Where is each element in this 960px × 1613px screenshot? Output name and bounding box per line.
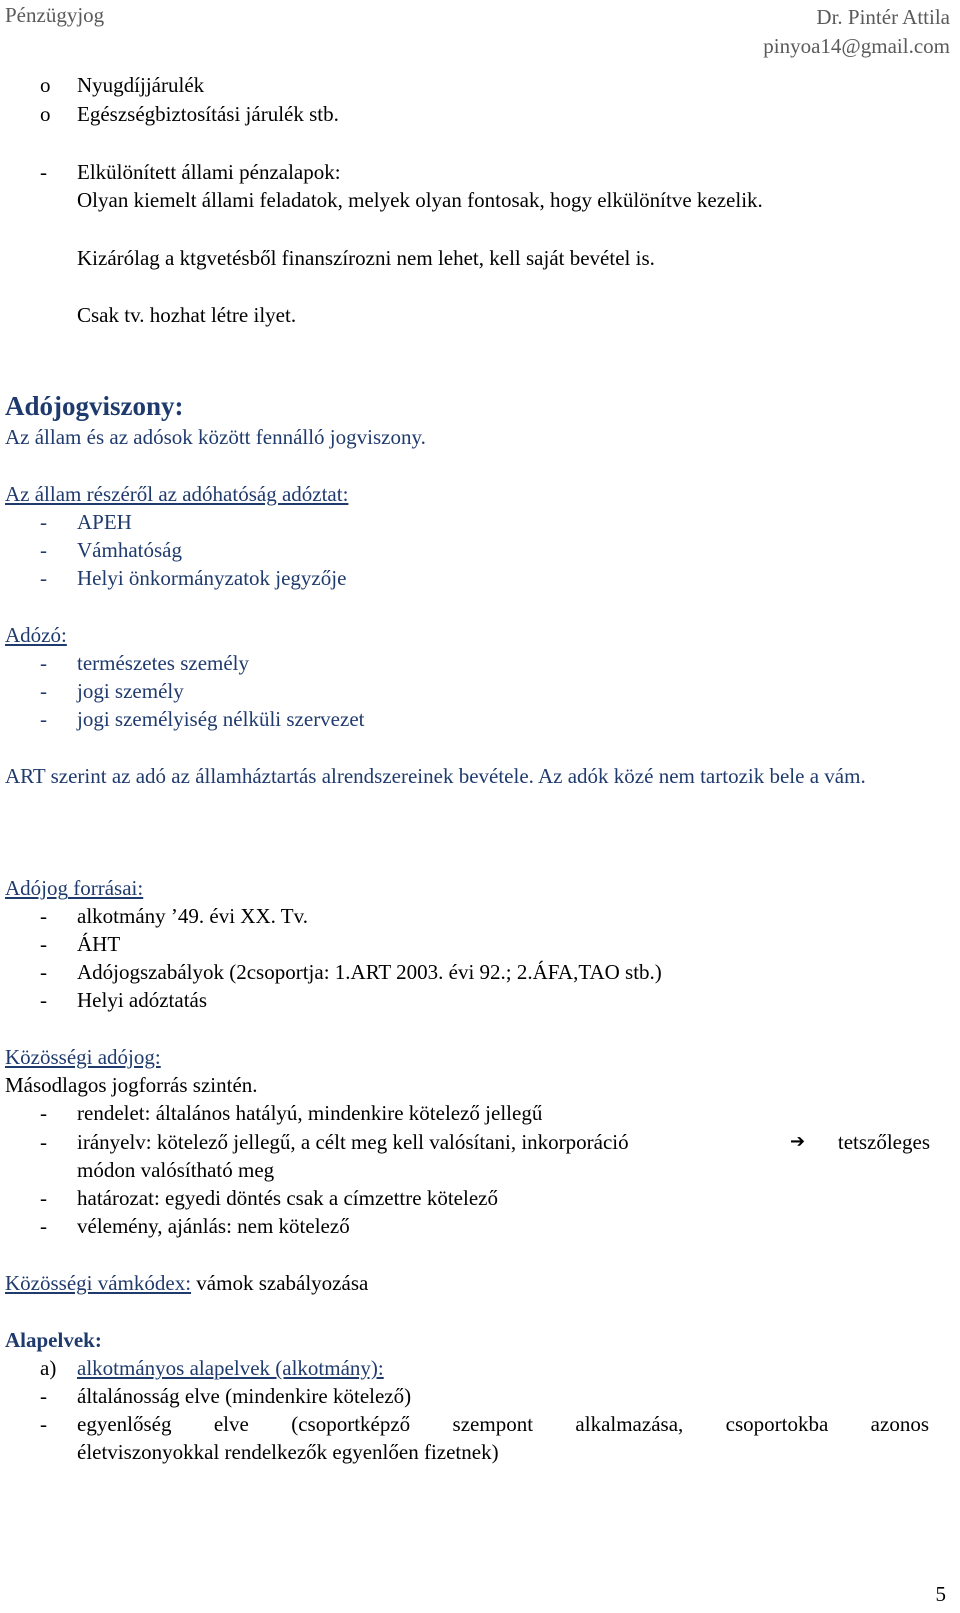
adojogviszony-text: Az állam és az adósok között fennálló jogviszony. bbox=[5, 425, 426, 449]
allam-title: Az állam részéről az adóhatóság adóztat: bbox=[5, 482, 349, 506]
list-item: jogi személy bbox=[77, 679, 184, 703]
list-item: Helyi önkormányzatok jegyzője bbox=[77, 566, 347, 590]
list-item: általánosság elve (mindenkire kötelező) bbox=[77, 1384, 412, 1408]
list-item: vélemény, ajánlás: nem kötelező bbox=[77, 1214, 350, 1238]
list-item: rendelet: általános hatályú, mindenkire kötelező jellegű bbox=[77, 1101, 543, 1125]
list-item-continued: módon valósítható meg bbox=[77, 1158, 275, 1182]
header-title: Pénzügyjog bbox=[5, 3, 105, 27]
list-marker: o bbox=[40, 73, 51, 97]
list-item: jogi személyiség nélküli szervezet bbox=[77, 707, 365, 731]
list-item: APEH bbox=[77, 510, 132, 534]
vamkodex-title: Közösségi vámkódex: bbox=[5, 1271, 192, 1295]
list-item: egyenlőség elve (csoportképző szempont alkalmazása, csoportokba azonos bbox=[77, 1412, 929, 1436]
penzalapok-line3: Csak tv. hozhat létre ilyet. bbox=[77, 303, 297, 327]
list-item: Adójogszabályok (2csoportja: 1.ART 2003. évi 92.; 2.ÁFA,TAO stb.) bbox=[77, 960, 662, 984]
author-name: Dr. Pintér Attila bbox=[816, 5, 950, 29]
list-item: alkotmány ’49. évi XX. Tv. bbox=[77, 904, 308, 928]
arrow-right-icon: ➔ bbox=[790, 1131, 806, 1152]
header-author bbox=[763, 3, 950, 61]
list-item-continued: életviszonyokkal rendelkezők egyenlően fizetnek) bbox=[77, 1440, 499, 1464]
kozossegi-subtitle: Másodlagos jogforrás szintén. bbox=[5, 1073, 258, 1097]
penzalapok-line1: Olyan kiemelt állami feladatok, melyek olyan fontosak, hogy elkülönítve kezelik. bbox=[77, 188, 763, 212]
adozo-title: Adózó: bbox=[5, 623, 67, 647]
vamkodex-line bbox=[5, 1270, 368, 1296]
page-number: 5 bbox=[935, 1582, 946, 1606]
list-item: Helyi adóztatás bbox=[77, 988, 208, 1012]
dash-marker: - bbox=[40, 160, 47, 184]
author-email: pinyoa14@gmail.com bbox=[763, 34, 950, 58]
list-item: Nyugdíjjárulék bbox=[77, 73, 205, 97]
penzalapok-title: Elkülönített állami pénzalapok: bbox=[77, 160, 341, 184]
alapelvek-heading: Alapelvek: bbox=[5, 1328, 102, 1352]
list-item-continued: tetszőleges bbox=[837, 1130, 930, 1154]
list-item: Egészségbiztosítási járulék stb. bbox=[77, 102, 339, 126]
list-item: természetes személy bbox=[77, 651, 249, 675]
alapelvek-a-text: alkotmányos alapelvek (alkotmány): bbox=[77, 1356, 384, 1380]
list-item: Vámhatóság bbox=[77, 538, 182, 562]
vamkodex-text: vámok szabályozása bbox=[191, 1271, 369, 1295]
list-item: ÁHT bbox=[77, 932, 121, 956]
list-marker: o bbox=[40, 102, 51, 126]
kozossegi-title: Közösségi adójog: bbox=[5, 1045, 161, 1069]
list-marker: a) bbox=[40, 1356, 57, 1380]
penzalapok-line2: Kizárólag a ktgvetésből finanszírozni nem lehet, kell saját bevétel is. bbox=[77, 246, 655, 270]
list-item: határozat: egyedi döntés csak a címzettre kötelező bbox=[77, 1186, 498, 1210]
forrasai-title: Adójog forrásai: bbox=[5, 876, 144, 900]
list-item: irányelv: kötelező jellegű, a célt meg kell valósítani, inkorporáció bbox=[77, 1130, 629, 1154]
adojogviszony-heading: Adójogviszony: bbox=[5, 391, 184, 421]
art-paragraph: ART szerint az adó az államháztartás alrendszereinek bevétele. Az adók közé nem tartozik bele a vám. bbox=[5, 764, 866, 788]
